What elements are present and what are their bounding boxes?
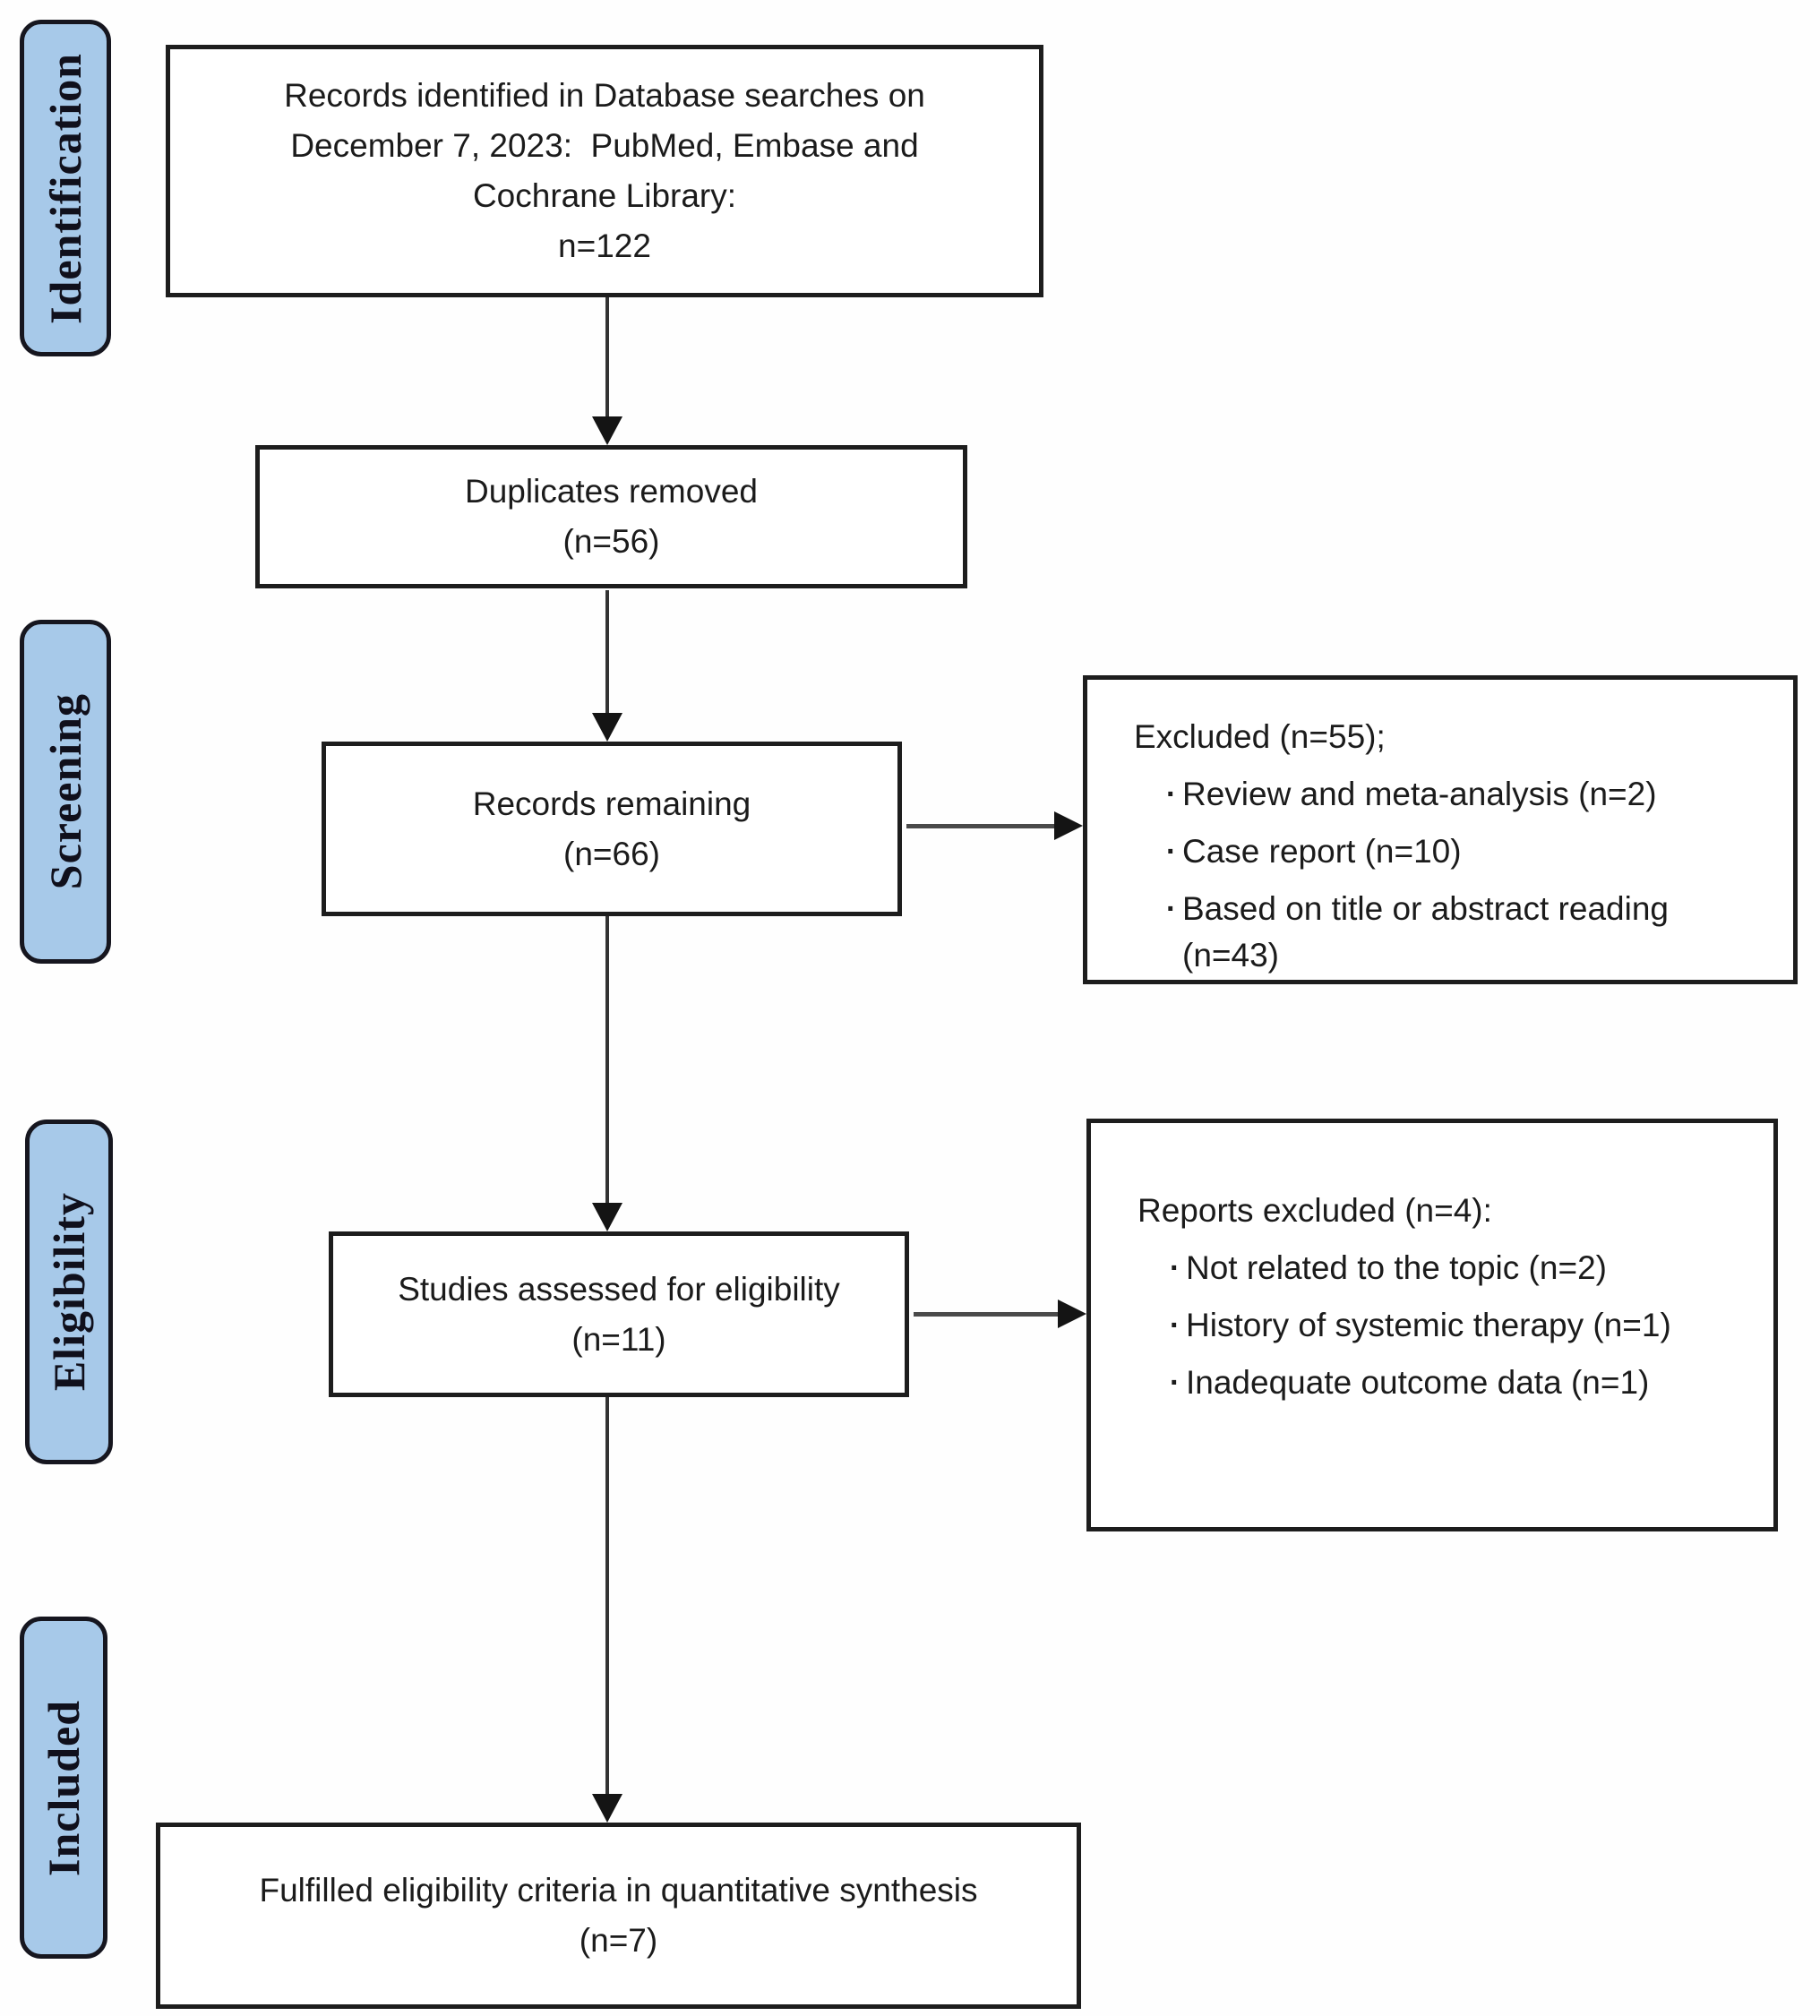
fulfilled-criteria-line-1: Fulfilled eligibility criteria in quantitative synthesis xyxy=(259,1872,978,1909)
bullet-icon: · xyxy=(1170,1308,1180,1343)
records-identified-line-1: Records identified in Database searches on xyxy=(284,77,925,114)
records-remaining-line-1: Records remaining xyxy=(472,785,751,822)
arrow-duplicates-to-remaining-line xyxy=(605,590,609,716)
excluded-screening-item xyxy=(1166,771,1766,818)
box-duplicates-removed xyxy=(255,445,967,588)
bullet-icon: · xyxy=(1166,777,1177,811)
reports-excluded-item xyxy=(1170,1302,1747,1349)
stage-included-label: Included xyxy=(39,1699,89,1876)
reports-excluded-title: Reports excluded (n=4): xyxy=(1138,1192,1492,1229)
box-studies-assessed xyxy=(329,1231,909,1397)
arrow-remaining-to-assessed-line xyxy=(605,916,609,1205)
arrow-identified-to-duplicates-head xyxy=(592,416,622,445)
reports-excluded-item xyxy=(1170,1245,1747,1291)
arrow-remaining-to-excluded-head xyxy=(1054,811,1083,840)
box-excluded-screening xyxy=(1083,675,1798,984)
stage-identification xyxy=(20,20,111,356)
excluded-screening-item xyxy=(1166,828,1766,875)
bullet-icon: · xyxy=(1166,835,1177,869)
arrow-duplicates-to-remaining-head xyxy=(592,713,622,742)
stage-identification-label: Identification xyxy=(40,52,90,324)
fulfilled-criteria-count: (n=7) xyxy=(579,1922,658,1959)
arrow-assessed-to-fulfilled-head xyxy=(592,1794,622,1823)
arrow-assessed-to-reports-excluded-head xyxy=(1058,1300,1086,1328)
studies-assessed-line-1: Studies assessed for eligibility xyxy=(398,1270,840,1308)
records-identified-count: n=122 xyxy=(558,227,651,264)
reports-excluded-item-text: Inadequate outcome data (n=1) xyxy=(1186,1364,1650,1401)
studies-assessed-count: (n=11) xyxy=(571,1320,666,1358)
box-records-remaining xyxy=(322,742,902,916)
bullet-icon: · xyxy=(1170,1366,1180,1400)
arrow-remaining-to-excluded-line xyxy=(906,824,1057,828)
records-identified-line-2: December 7, 2023: PubMed, Embase and xyxy=(290,127,919,164)
stage-screening xyxy=(20,620,111,964)
reports-excluded-item xyxy=(1170,1360,1747,1406)
box-reports-excluded xyxy=(1086,1119,1778,1531)
excluded-screening-title: Excluded (n=55); xyxy=(1134,718,1386,755)
excluded-screening-item xyxy=(1166,886,1766,979)
box-records-identified xyxy=(166,45,1043,297)
reports-excluded-item-text: Not related to the topic (n=2) xyxy=(1186,1249,1607,1286)
excluded-screening-item-text: Based on title or abstract reading (n=43) xyxy=(1182,890,1669,974)
box-fulfilled-criteria xyxy=(156,1823,1081,2009)
excluded-screening-item-text: Review and meta-analysis (n=2) xyxy=(1182,776,1657,812)
arrow-identified-to-duplicates-line xyxy=(605,297,609,418)
stage-screening-label: Screening xyxy=(40,693,90,890)
records-identified-line-3: Cochrane Library: xyxy=(472,177,737,214)
stage-eligibility-label: Eligibility xyxy=(44,1192,94,1392)
bullet-icon: · xyxy=(1166,892,1177,926)
arrow-remaining-to-assessed-head xyxy=(592,1203,622,1231)
records-remaining-count: (n=66) xyxy=(563,835,660,872)
duplicates-removed-line-1: Duplicates removed xyxy=(465,473,758,510)
bullet-icon: · xyxy=(1170,1251,1180,1285)
stage-eligibility xyxy=(25,1120,113,1464)
excluded-screening-item-text: Case report (n=10) xyxy=(1182,833,1462,870)
reports-excluded-item-text: History of systemic therapy (n=1) xyxy=(1186,1307,1671,1343)
stage-included xyxy=(20,1617,107,1959)
duplicates-removed-count: (n=56) xyxy=(562,523,660,560)
arrow-assessed-to-fulfilled-line xyxy=(605,1397,609,1797)
arrow-assessed-to-reports-excluded-line xyxy=(914,1312,1060,1317)
